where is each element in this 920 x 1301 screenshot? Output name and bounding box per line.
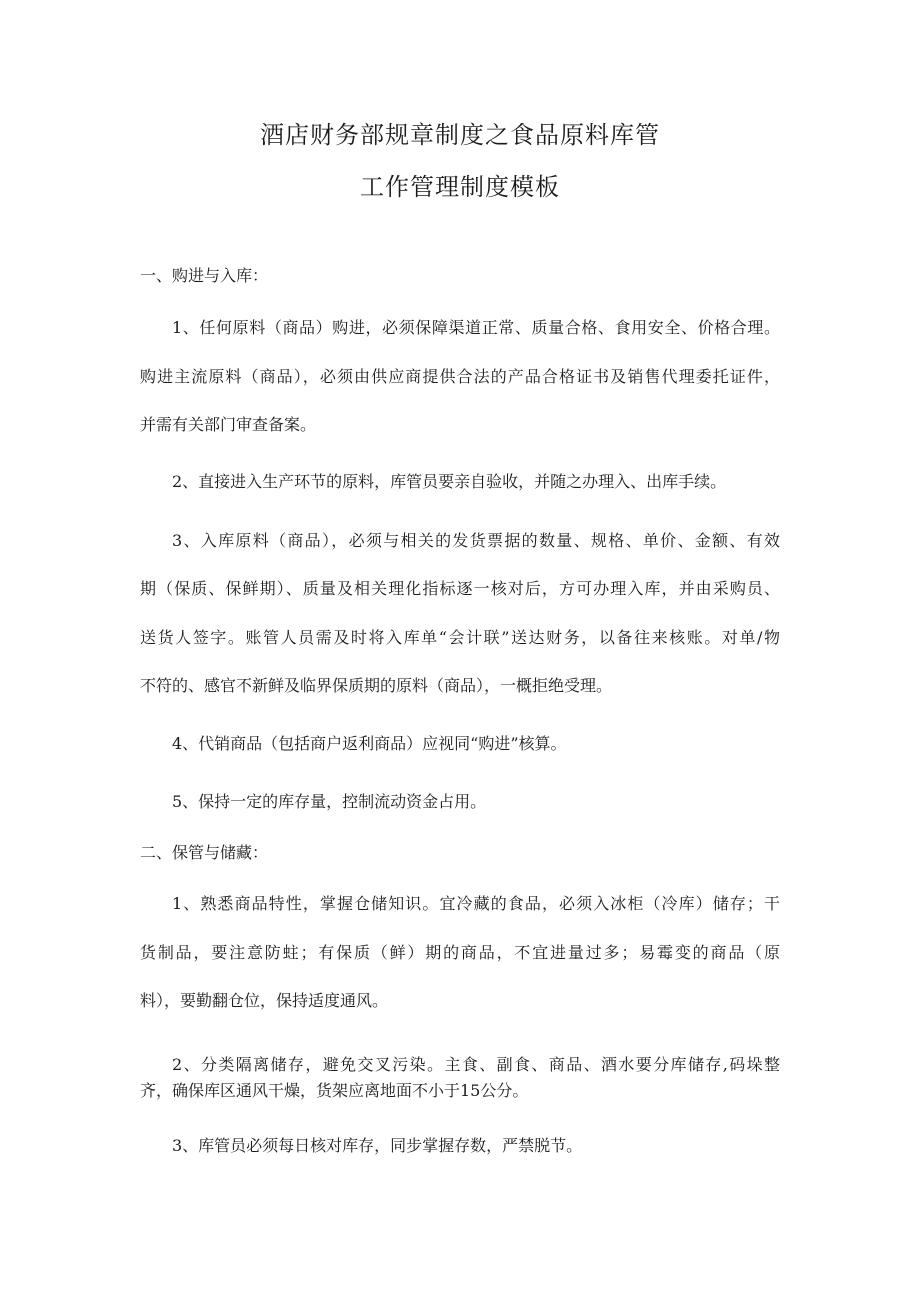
section-1-heading: 一、购进与入库： — [140, 266, 269, 285]
section-2-item-3-line-1: 3、库管员必须每日核对库存，同步掌握存数，严禁脱节。 — [172, 1136, 583, 1155]
section-2-item-1-line-1: 1、熟悉商品特性，掌握仓储知识。宜冷藏的食品，必须入冰柜（冷库）储存；干 — [172, 894, 780, 913]
section-1-item-1-line-1: 1、任何原料（商品）购进，必须保障渠道正常、质量合格、食用安全、价格合理。 — [172, 318, 780, 337]
section-2-item-2-line-1: 2、分类隔离储存，避免交叉污染。主食、副食、商品、酒水要分库储存,码垛整 — [172, 1055, 780, 1074]
section-2-item-1-line-3: 料），要勤翻仓位，保持适度通风。 — [140, 991, 389, 1010]
section-1-item-3-line-4: 不符的、感官不新鲜及临界保质期的原料（商品），一概拒绝受理。 — [140, 676, 613, 695]
section-1-item-5-line-1: 5、保持一定的库存量，控制流动资金占用。 — [172, 792, 487, 811]
document-title-line-1: 酒店财务部规章制度之食品原料库管 — [260, 121, 660, 149]
section-2-item-1-line-2: 货制品，要注意防蛀；有保质（鲜）期的商品，不宜进量过多；易霉变的商品（原 — [140, 943, 780, 962]
document-title-line-2: 工作管理制度模板 — [360, 173, 560, 201]
section-1-item-1-line-2: 购进主流原料（商品），必须由供应商提供合法的产品合格证书及销售代理委托证件， — [140, 367, 780, 386]
section-1-item-3-line-2: 期（保质、保鲜期）、质量及相关理化指标逐一核对后，方可办理入库，并由采购员、 — [140, 579, 780, 598]
section-2-heading: 二、保管与储藏： — [140, 843, 269, 862]
section-1-item-3-line-1: 3、入库原料（商品），必须与相关的发货票据的数量、规格、单价、金额、有效 — [172, 531, 780, 550]
section-1-item-3-line-3: 送货人签字。账管人员需及时将入库单“会计联”送达财务，以备往来核账。对单/物 — [140, 628, 780, 647]
section-1-item-4-line-1: 4、代销商品（包括商户返利商品）应视同“购进”核算。 — [172, 734, 567, 753]
section-1-item-2-line-1: 2、直接进入生产环节的原料，库管员要亲自验收，并随之办理入、出库手续。 — [172, 472, 727, 491]
section-2-item-2-line-2: 齐，确保库区通风干燥，货架应离地面不小于15公分。 — [140, 1081, 529, 1100]
section-1-item-1-line-3: 并需有关部门审查备案。 — [140, 415, 317, 434]
